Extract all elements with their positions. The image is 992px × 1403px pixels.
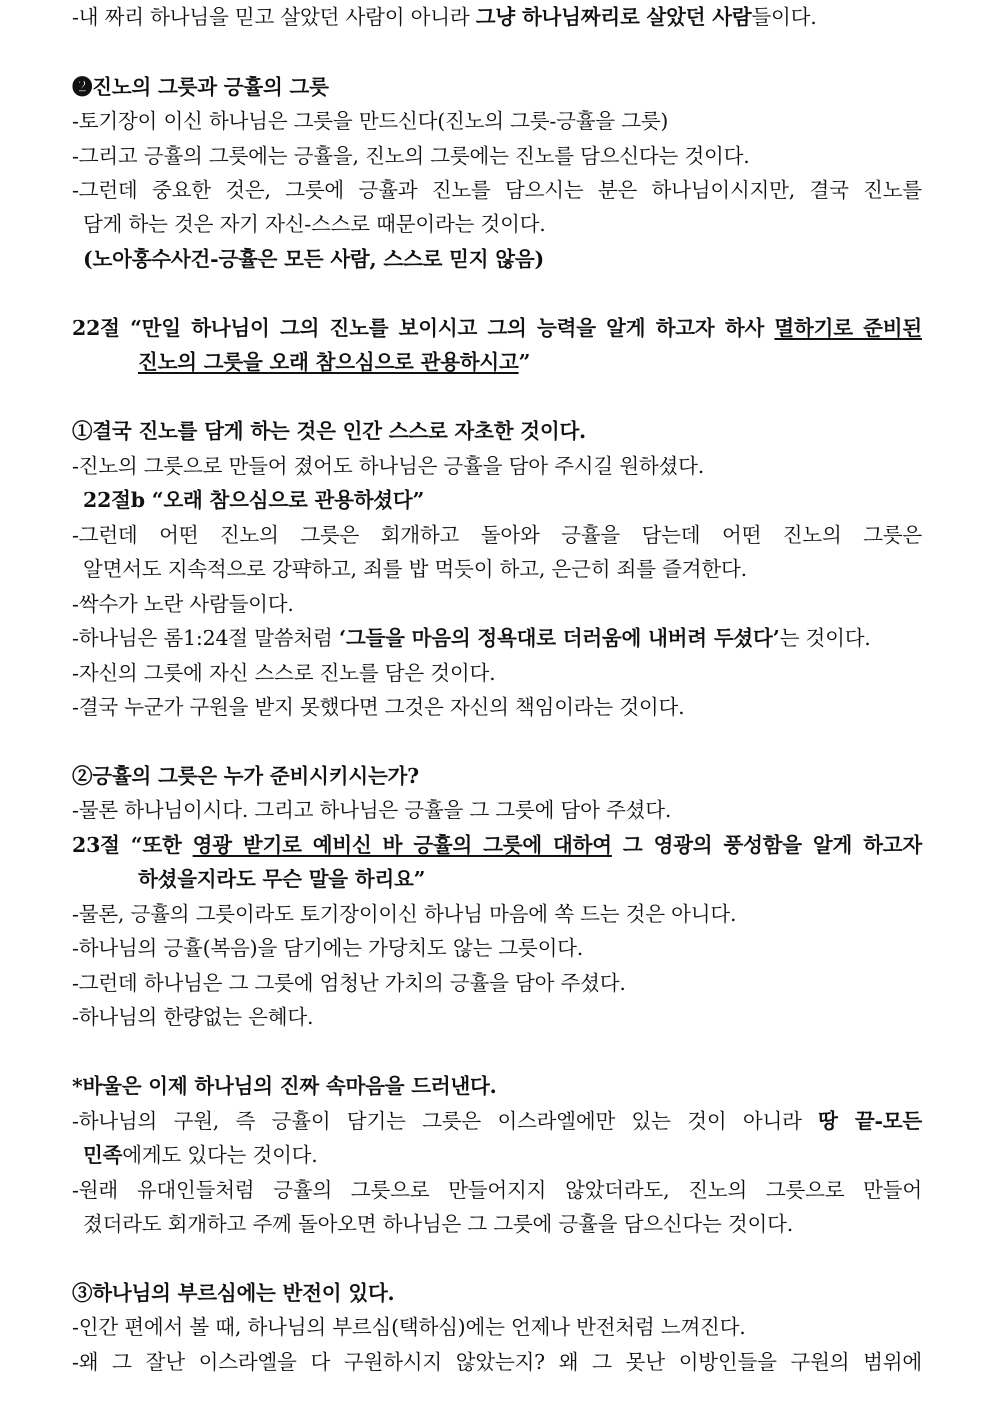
verse-text: 22절 “만일 하나님이 그의 진노를 보이시고 그의 능력을 알게 하고자 하사 [72, 316, 775, 340]
text-line: -진노의 그릇으로 만들어 졌어도 하나님은 긍휼을 담아 주시길 원하셨다. [72, 454, 705, 478]
paul-heading: *바울은 이제 하나님의 진짜 속마음을 드러낸다. [72, 1074, 497, 1098]
text-line: -인간 편에서 볼 때, 하나님의 부르심(택하심)에는 언제나 반전처럼 느껴진다. [72, 1315, 746, 1339]
text-run: -하나님의 구원, 즉 긍휼이 담기는 그릇은 이스라엘에만 있는 것이 아니라 [72, 1109, 819, 1133]
text-line: 알면서도 지속적으로 강퍅하고, 죄를 밥 먹듯이 하고, 은근히 죄를 즐겨한다. [83, 557, 747, 581]
text-line: -그리고 긍휼의 그릇에는 긍휼을, 진노의 그릇에는 진노를 담으신다는 것이다. [72, 144, 750, 168]
text-line: -그런데 하나님은 그 그릇에 엄청난 가치의 긍휼을 담아 주셨다. [72, 971, 626, 995]
text-line: -하나님의 긍휼(복음)을 담기에는 가당치도 않는 그릇이다. [72, 936, 584, 960]
text-line [72, 1104, 922, 1138]
text-run: 에게도 있다는 것이다. [122, 1143, 318, 1167]
text-line: -싹수가 노란 사람들이다. [72, 592, 294, 616]
text-run: 는 것이다. [779, 626, 871, 650]
text-line: 담게 하는 것은 자기 자신-스스로 때문이라는 것이다. [83, 212, 546, 236]
verse-22 [72, 311, 922, 345]
bold-text: 그냥 하나님짜리로 살았던 사람 [475, 5, 752, 29]
section-heading-vessels: ❷진노의 그릇과 긍휼의 그릇 [72, 75, 329, 99]
point-heading-3: ③하나님의 부르심에는 반전이 있다. [72, 1281, 395, 1305]
bold-text: 민족 [83, 1143, 123, 1167]
verse-22-cont [138, 345, 530, 379]
text-line: -그런데 어떤 진노의 그릇은 회개하고 돌아와 긍휼을 담는데 어떤 진노의 그릇은 [72, 523, 922, 547]
verse-23-cont: 하셨을지라도 무슨 말을 하리요” [138, 867, 426, 891]
underlined-text: 멸하기로 준비된 [774, 316, 922, 340]
point-heading-1: ①결국 진노를 담게 하는 것은 인간 스스로 자초한 것이다. [72, 419, 586, 443]
text-line: -물론 하나님이시다. 그리고 하나님은 긍휼을 그 그릇에 담아 주셨다. [72, 798, 672, 822]
text-line: -그런데 중요한 것은, 그릇에 긍휼과 진노를 담으시는 분은 하나님이시지만, 결국 진노를 [72, 178, 922, 202]
text-line [83, 1138, 318, 1172]
text-line [72, 621, 871, 655]
text-line: -하나님의 한량없는 은혜다. [72, 1005, 314, 1029]
text-line: 졌더라도 회개하고 주께 돌아오면 하나님은 그 그릇에 긍휼을 담으신다는 것이다. [83, 1212, 794, 1236]
verse-23 [72, 828, 922, 862]
text-line: -물론, 긍휼의 그릇이라도 토기장이이신 하나님 마음에 쏙 드는 것은 아니다. [72, 902, 737, 926]
text-line: -왜 그 잘난 이스라엘을 다 구원하시지 않았는지? 왜 그 못난 이방인들을 구원의 범위에 [72, 1350, 922, 1374]
text-line: -원래 유대인들처럼 긍휼의 그릇으로 만들어지지 않았더라도, 진노의 그릇으로 만들어 [72, 1178, 922, 1202]
bold-text: 땅 끝-모든 [818, 1109, 922, 1133]
text-line: -자신의 그릇에 자신 스스로 진노를 담은 것이다. [72, 661, 496, 685]
text-run: -하나님은 롬1:24절 말씀처럼 [72, 626, 339, 650]
verse-22b: 22절b “오래 참으심으로 관용하셨다” [83, 488, 425, 512]
text-run: 들이다. [751, 5, 817, 29]
bold-quote: ‘그들을 마음의 정욕대로 더러움에 내버려 두셨다’ [338, 626, 780, 650]
text-line: -결국 누군가 구원을 받지 못했다면 그것은 자신의 책임이라는 것이다. [72, 695, 685, 719]
point-heading-2: ②긍휼의 그릇은 누가 준비시키시는가? [72, 764, 419, 788]
text-line: -토기장이 이신 하나님은 그릇을 만드신다(진노의 그릇-긍휼을 그릇) [72, 109, 669, 133]
underlined-text: 영광 받기로 예비신 바 긍휼의 그릇에 대하여 [192, 833, 612, 857]
text-line [72, 0, 817, 34]
verse-text: 23절 “또한 [72, 833, 193, 857]
verse-text: 그 영광의 풍성함을 알게 하고자 [611, 833, 923, 857]
verse-text: ” [518, 350, 531, 374]
note-line: (노아홍수사건-긍휼은 모든 사람, 스스로 믿지 않음) [83, 247, 544, 271]
underlined-text: 진노의 그릇을 오래 참으심으로 관용하시고 [138, 350, 519, 374]
text-run: -내 짜리 하나님을 믿고 살았던 사람이 아니라 [72, 5, 476, 29]
